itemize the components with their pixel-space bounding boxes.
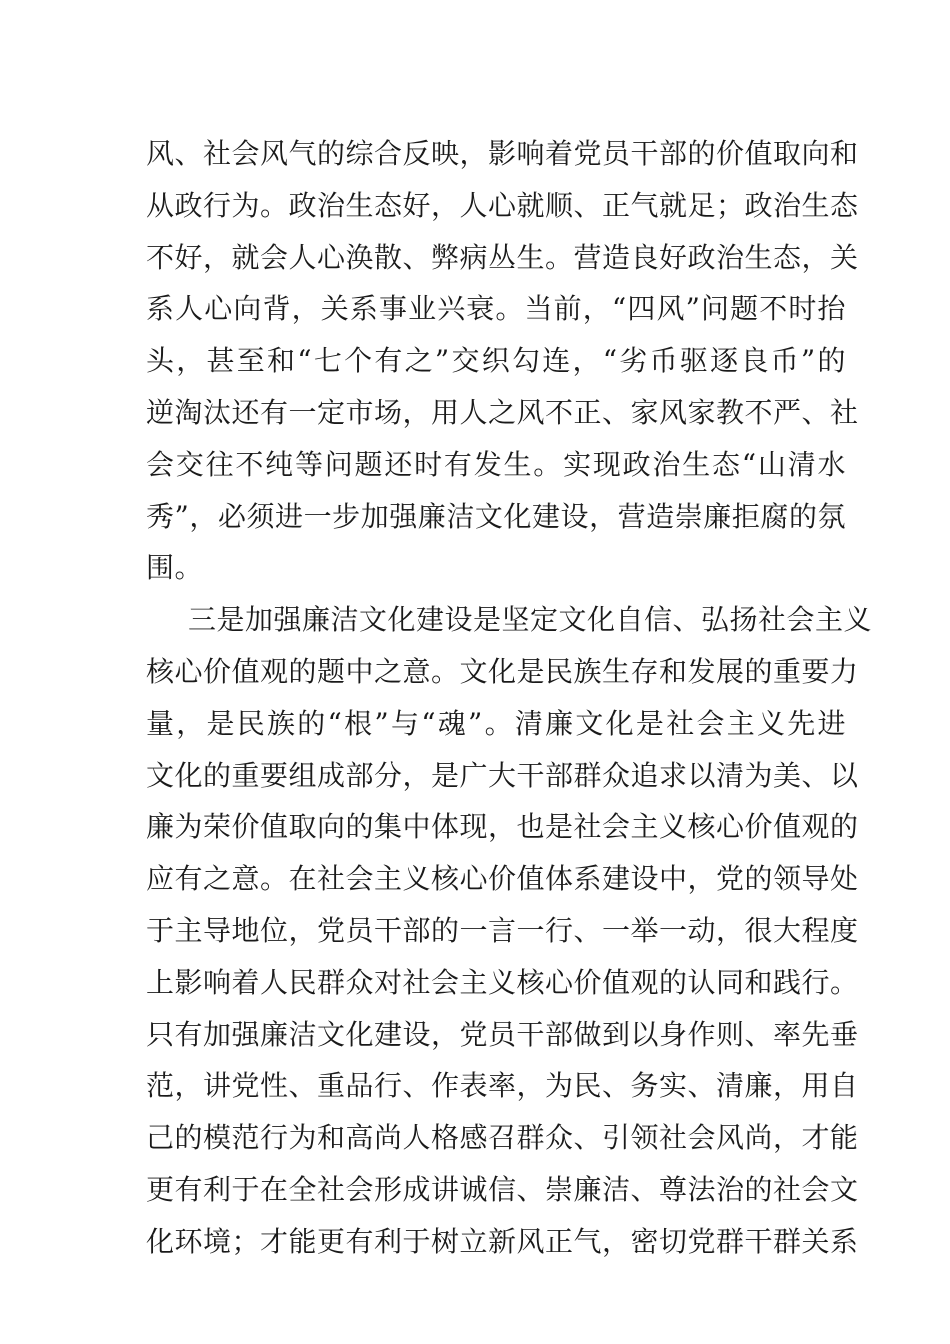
text-line: 头，甚至和“七个有之”交织勾连，“劣币驱逐良币”的 <box>146 344 846 378</box>
text-line: 应有之意。在社会主义核心价值体系建设中，党的领导处 <box>146 862 859 896</box>
text-line: 上影响着人民群众对社会主义核心价值观的认同和践行。 <box>146 965 859 999</box>
text-line: 核心价值观的题中之意。文化是民族生存和发展的重要力 <box>146 654 859 688</box>
text-line: 己的模范行为和高尚人格感召群众、引领社会风尚，才能 <box>146 1121 859 1155</box>
paragraph-start-line: 三是加强廉洁文化建设是坚定文化自信、弘扬社会主义 <box>188 603 873 637</box>
text-line: 文化的重要组成部分，是广大干部群众追求以清为美、以 <box>146 758 859 792</box>
text-line: 不好，就会人心涣散、弊病丛生。营造良好政治生态，关 <box>146 240 859 274</box>
text-line: 只有加强廉洁文化建设，党员干部做到以身作则、率先垂 <box>146 1017 859 1051</box>
text-line: 逆淘汰还有一定市场，用人之风不正、家风家教不严、社 <box>146 395 859 429</box>
text-line: 廉为荣价值取向的集中体现，也是社会主义核心价值观的 <box>146 810 859 844</box>
text-line: 范，讲党性、重品行、作表率，为民、务实、清廉，用自 <box>146 1069 859 1103</box>
text-line: 更有利于在全社会形成讲诚信、崇廉洁、尊法治的社会文 <box>146 1172 859 1206</box>
text-line: 秀”，必须进一步加强廉洁文化建设，营造崇廉拒腐的氛 <box>146 499 846 533</box>
text-line: 风、社会风气的综合反映，影响着党员干部的价值取向和 <box>146 137 859 170</box>
paragraph-end-line: 围。 <box>146 551 204 585</box>
text-line: 化环境；才能更有利于树立新风正气，密切党群干群关系 <box>146 1224 859 1258</box>
body-text <box>146 128 873 1268</box>
text-line: 会交往不纯等问题还时有发生。实现政治生态“山清水 <box>146 447 846 481</box>
text-line: 量，是民族的“根”与“魂”。清廉文化是社会主义先进 <box>146 706 846 740</box>
text-line: 从政行为。政治生态好，人心就顺、正气就足；政治生态 <box>146 188 859 222</box>
text-line: 于主导地位，党员干部的一言一行、一举一动，很大程度 <box>146 913 859 947</box>
text-line: 系人心向背，关系事业兴衰。当前，“四风”问题不时抬 <box>146 292 846 326</box>
